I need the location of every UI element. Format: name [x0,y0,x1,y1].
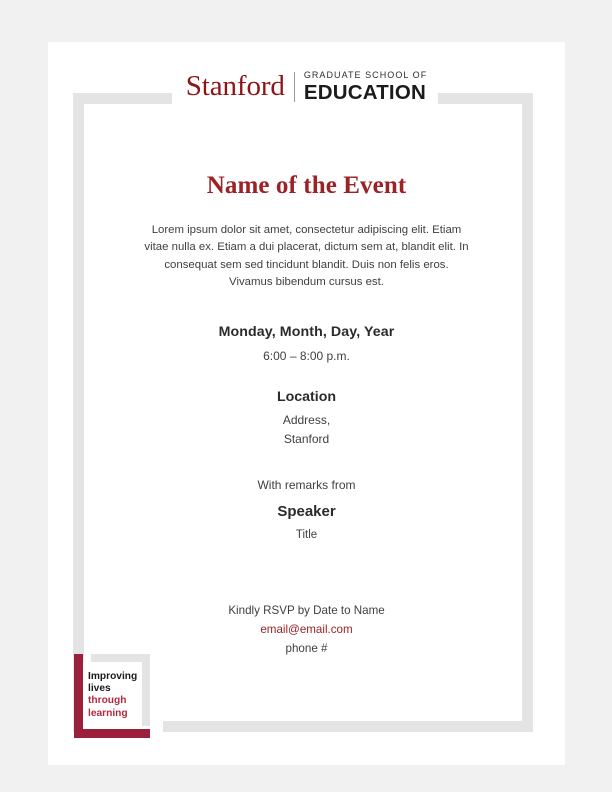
remarks-intro: With remarks from [257,477,356,492]
stanford-gse-logo [48,71,565,104]
logo-unit-line-1: GRADUATE SCHOOL OF [303,70,428,80]
badge-line-4: learning [88,707,128,719]
frame-left-rule [73,93,84,732]
tagline-badge [74,654,150,738]
event-title: Name of the Event [206,172,407,199]
badge-line-3: through [88,695,127,707]
logo-unit-name [295,71,427,104]
speaker-name: Speaker [277,502,336,520]
logo-unit-line-2: EDUCATION [303,81,426,104]
rsvp-instruction: Kindly RSVP by Date to Name [228,603,385,617]
badge-tagline [88,671,137,720]
event-date: Monday, Month, Day, Year [218,323,395,340]
badge-line-1: Improving [88,671,138,682]
address-line-1: Address, [282,412,331,427]
stanford-wordmark: Stanford [185,70,285,103]
address-line-2: Stanford [283,431,330,446]
event-description: Lorem ipsum dolor sit amet, consectetur adipiscing elit. Etiam vitae nulla ex. Etiam a dui placerat, dictum sem at, blandit elit. In consequat sem sed tincidunt blandit. Duis non felis eros. Vivamus bibendum cursus est. [144,224,469,289]
event-time: 6:00 – 8:00 p.m. [263,348,350,363]
rsvp-email-link[interactable]: email@email.com [260,622,353,636]
rsvp-phone: phone # [285,641,328,655]
invitation-card [48,42,565,765]
frame-bottom-rule [163,721,533,732]
invitation-content [84,147,529,655]
speaker-title: Title [295,528,318,541]
logo-lockup [186,71,428,104]
badge-line-2: lives [88,683,111,695]
location-heading: Location [276,388,337,405]
